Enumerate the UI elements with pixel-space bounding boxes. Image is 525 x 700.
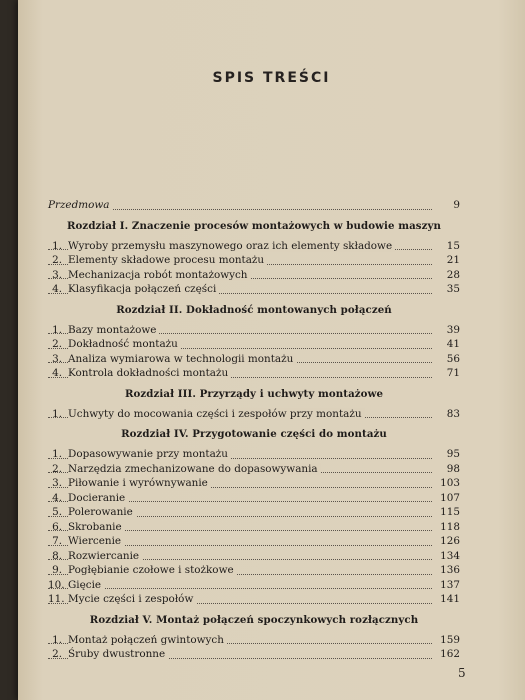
toc-entry xyxy=(48,549,460,564)
toc-entry xyxy=(48,534,460,549)
toc-entry-number: 2. xyxy=(52,648,62,660)
toc-entry xyxy=(48,505,460,520)
toc-entry-label: Mechanizacja robót montażowych xyxy=(68,268,251,283)
toc-entry-page: 98 xyxy=(446,462,460,475)
toc-entry xyxy=(48,462,460,477)
toc-entry-label: Montaż połączeń gwintowych xyxy=(68,633,227,648)
toc-entry-label: Przedmowa xyxy=(48,199,112,211)
book-page xyxy=(18,0,525,700)
toc-entry-page: 28 xyxy=(446,268,460,281)
toc-entry-label: Wiercenie xyxy=(68,534,124,549)
toc-entry xyxy=(48,491,460,506)
toc-entry-number: 4. xyxy=(52,283,62,295)
toc-entry-label: Piłowanie i wyrównywanie xyxy=(68,476,211,491)
toc-entry-label: Elementy składowe procesu montażu xyxy=(68,253,267,268)
toc-entry xyxy=(48,282,460,297)
toc-entry-label: Analiza wymiarowa w technologii montażu xyxy=(68,352,296,367)
toc-entry-number: 2. xyxy=(52,254,62,266)
toc-entry xyxy=(48,239,460,254)
toc-entry xyxy=(48,578,460,593)
toc-entry-page: 83 xyxy=(446,407,460,420)
toc-entry-page: 103 xyxy=(440,477,460,489)
toc-entry-page: 41 xyxy=(446,338,460,350)
toc-entry-page: 21 xyxy=(446,254,460,266)
toc-entry-number: 3. xyxy=(52,268,62,281)
toc-entry-number: 10. xyxy=(48,578,65,591)
toc-entry-page: 95 xyxy=(446,448,460,460)
page-number: 5 xyxy=(458,666,466,680)
toc-entry-page: 107 xyxy=(440,491,460,504)
toc-entry xyxy=(48,592,460,607)
toc-entry-label: Skrobanie xyxy=(68,520,125,535)
toc-entry-number: 1. xyxy=(52,407,62,420)
toc-entry-number: 5. xyxy=(52,506,62,518)
toc-entry-page: 162 xyxy=(440,648,460,660)
chapter-heading: Rozdział V. Montaż połączeń spoczynkowych rozłącznych xyxy=(89,613,419,626)
toc-entry xyxy=(48,520,460,535)
toc-entry-number: 11. xyxy=(48,593,65,605)
toc-entry-page: 118 xyxy=(440,520,460,533)
toc-entry-label: Klasyfikacja połączeń części xyxy=(68,282,219,297)
chapter-list xyxy=(48,213,460,662)
toc-entry xyxy=(48,337,460,352)
toc-entry-page: 56 xyxy=(446,352,460,365)
toc-entry-label: Pogłębianie czołowe i stożkowe xyxy=(68,563,237,578)
toc-entry xyxy=(48,352,460,367)
toc-entry-label: Narzędzia zmechanizowane do dopasowywania xyxy=(68,462,321,477)
toc-entry-preface xyxy=(48,198,460,213)
chapter-heading: Rozdział IV. Przygotowanie części do montażu xyxy=(121,428,387,440)
table-of-contents xyxy=(48,198,460,662)
toc-entry-number: 4. xyxy=(52,367,62,379)
toc-entry-number: 7. xyxy=(52,535,62,547)
toc-entry-label: Śruby dwustronne xyxy=(68,647,168,662)
toc-entry-number: 1. xyxy=(52,633,62,646)
toc-entry-number: 3. xyxy=(52,477,62,489)
toc-entry-number: 3. xyxy=(52,352,62,365)
toc-entry-number: 6. xyxy=(52,520,62,533)
chapter-heading: Rozdział II. Dokładność montowanych połączeń xyxy=(116,303,392,316)
toc-entry-page: 159 xyxy=(440,633,460,646)
toc-entry-page: 39 xyxy=(446,323,460,336)
toc-entry-number: 2. xyxy=(52,462,62,475)
toc-entry xyxy=(48,633,460,648)
toc-entry-label: Docieranie xyxy=(68,491,128,506)
toc-entry-label: Gięcie xyxy=(68,578,104,593)
toc-entry-page: 136 xyxy=(440,564,460,576)
toc-entry-page: 137 xyxy=(440,578,460,591)
toc-entry-label: Polerowanie xyxy=(68,505,136,520)
toc-entry-number: 4. xyxy=(52,491,62,504)
toc-entry-label: Dokładność montażu xyxy=(68,337,181,352)
toc-entry-number: 1. xyxy=(52,448,62,460)
toc-entry-page: 9 xyxy=(453,199,460,211)
toc-entry-number: 1. xyxy=(52,239,62,252)
toc-entry xyxy=(48,253,460,268)
page-title: SPIS TREŚCI xyxy=(212,70,331,86)
toc-entry-number: 8. xyxy=(52,549,62,562)
toc-entry-page: 35 xyxy=(446,283,460,295)
toc-entry-page: 134 xyxy=(440,549,460,562)
toc-entry xyxy=(48,366,460,381)
toc-entry-label: Wyroby przemysłu maszynowego oraz ich elementy składowe xyxy=(68,239,395,254)
toc-entry xyxy=(48,476,460,491)
toc-entry-number: 2. xyxy=(52,338,62,350)
toc-entry xyxy=(48,447,460,462)
toc-entry-label: Bazy montażowe xyxy=(68,323,159,338)
toc-entry-page: 15 xyxy=(446,239,460,252)
toc-entry xyxy=(48,407,460,422)
toc-entry-label: Dopasowywanie przy montażu xyxy=(68,447,231,462)
toc-entry-number: 1. xyxy=(52,323,62,336)
toc-entry-page: 141 xyxy=(440,593,460,605)
toc-entry-label: Uchwyty do mocowania części i zespołów przy montażu xyxy=(68,407,365,422)
toc-entry xyxy=(48,268,460,283)
toc-entry-page: 115 xyxy=(440,506,460,518)
toc-entry xyxy=(48,323,460,338)
toc-entry-number: 9. xyxy=(52,564,62,576)
toc-entry xyxy=(48,563,460,578)
toc-entry-label: Mycie części i zespołów xyxy=(68,592,196,607)
chapter-heading: Rozdział I. Znaczenie procesów montażowych w budowie maszyn xyxy=(66,219,442,232)
toc-entry-label: Rozwiercanie xyxy=(68,549,142,564)
toc-entry-page: 71 xyxy=(446,367,460,379)
toc-entry-page: 126 xyxy=(440,535,460,547)
chapter-heading: Rozdział III. Przyrządy i uchwyty montażowe xyxy=(124,387,384,400)
toc-entry xyxy=(48,647,460,662)
toc-entry-label: Kontrola dokładności montażu xyxy=(68,366,231,381)
